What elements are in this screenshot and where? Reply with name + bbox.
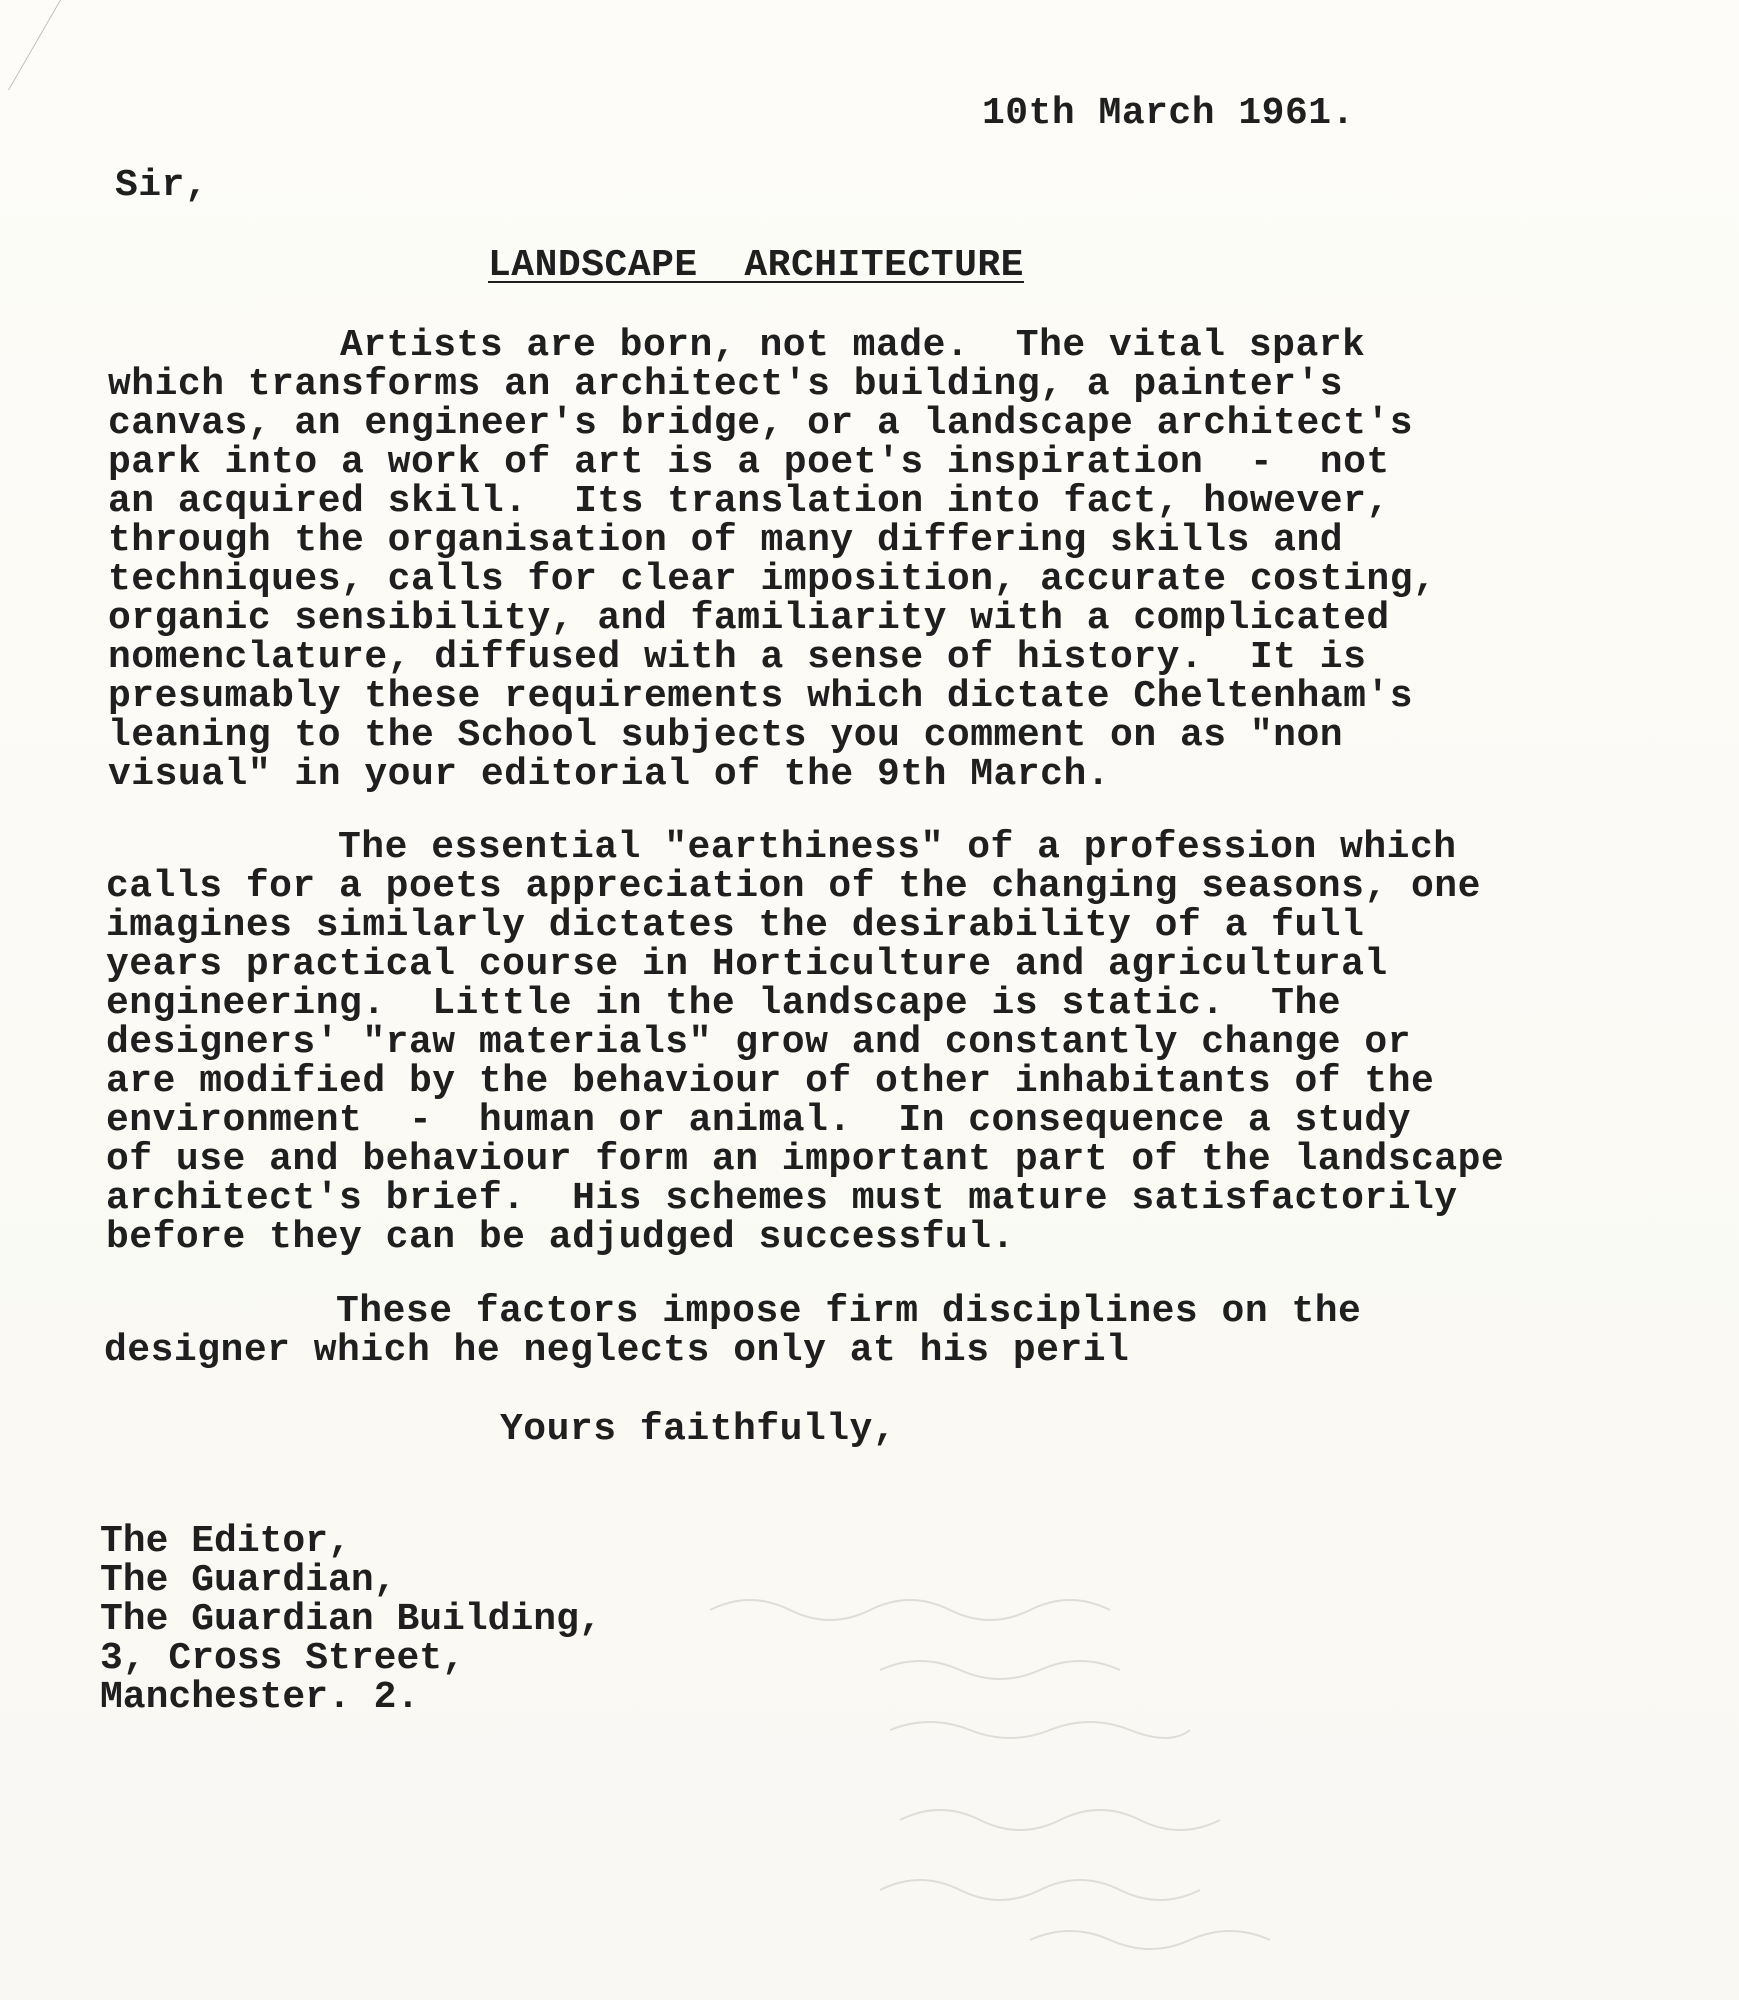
paragraph-line: These factors impose firm disciplines on the — [336, 1290, 1362, 1333]
address-line: Manchester. 2. — [100, 1676, 420, 1719]
address-line: The Guardian, — [100, 1559, 397, 1602]
paragraph-line: which transforms an architect's building, a painter's — [108, 363, 1344, 406]
closing: Yours faithfully, — [500, 1408, 897, 1451]
paragraph-line: visual" in your editorial of the 9th March. — [108, 753, 1111, 796]
paragraph-line: are modified by the behaviour of other inhabitants of the — [106, 1060, 1435, 1103]
faint-handwriting-scribble — [700, 1570, 1600, 1970]
paragraph-line: techniques, calls for clear imposition, accurate costing, — [108, 558, 1437, 601]
page-fold-mark — [0, 0, 61, 90]
paragraph-line: architect's brief. His schemes must mature satisfactorily — [106, 1177, 1458, 1220]
paragraph-line: organic sensibility, and familiarity with a complicated — [108, 597, 1390, 640]
paragraph-line: engineering. Little in the landscape is static. The — [106, 982, 1342, 1025]
paragraph-line: of use and behaviour form an important part of the landscape — [106, 1138, 1505, 1181]
letter-heading: LANDSCAPE ARCHITECTURE — [488, 244, 1024, 287]
salutation: Sir, — [115, 164, 209, 207]
paragraph-line: before they can be adjudged successful. — [106, 1216, 1015, 1259]
paragraph-line: years practical course in Horticulture and agricultural — [106, 943, 1388, 986]
paragraph-line: imagines similarly dictates the desirability of a full — [106, 904, 1365, 947]
letter-date: 10th March 1961. — [982, 92, 1355, 135]
paragraph-line: presumably these requirements which dictate Cheltenham's — [108, 675, 1414, 718]
paragraph-line: environment - human or animal. In consequence a study — [106, 1099, 1412, 1142]
paragraph-line: park into a work of art is a poet's inspiration - not — [108, 441, 1390, 484]
paragraph-line: The essential "earthiness" of a profession which — [338, 826, 1457, 869]
paragraph-2 — [106, 828, 1536, 1257]
paragraph-line: through the organisation of many differing skills and — [108, 519, 1344, 562]
paragraph-line: designer which he neglects only at his peril — [104, 1329, 1130, 1372]
paragraph-line: leaning to the School subjects you comment on as "non — [108, 714, 1344, 757]
paragraph-3 — [104, 1292, 1534, 1370]
paragraph-line: canvas, an engineer's bridge, or a landscape architect's — [108, 402, 1414, 445]
address-line: 3, Cross Street, — [100, 1637, 465, 1680]
paragraph-line: nomenclature, diffused with a sense of history. It is — [108, 636, 1367, 679]
paragraph-line: calls for a poets appreciation of the changing seasons, one — [106, 865, 1481, 908]
paragraph-line: an acquired skill. Its translation into fact, however, — [108, 480, 1390, 523]
address-line: The Guardian Building, — [100, 1598, 602, 1641]
paragraph-line: designers' "raw materials" grow and constantly change or — [106, 1021, 1412, 1064]
address-line: The Editor, — [100, 1520, 351, 1563]
paragraph-1 — [108, 326, 1538, 794]
paragraph-line: Artists are born, not made. The vital spark — [340, 324, 1366, 367]
recipient-address — [100, 1522, 602, 1717]
